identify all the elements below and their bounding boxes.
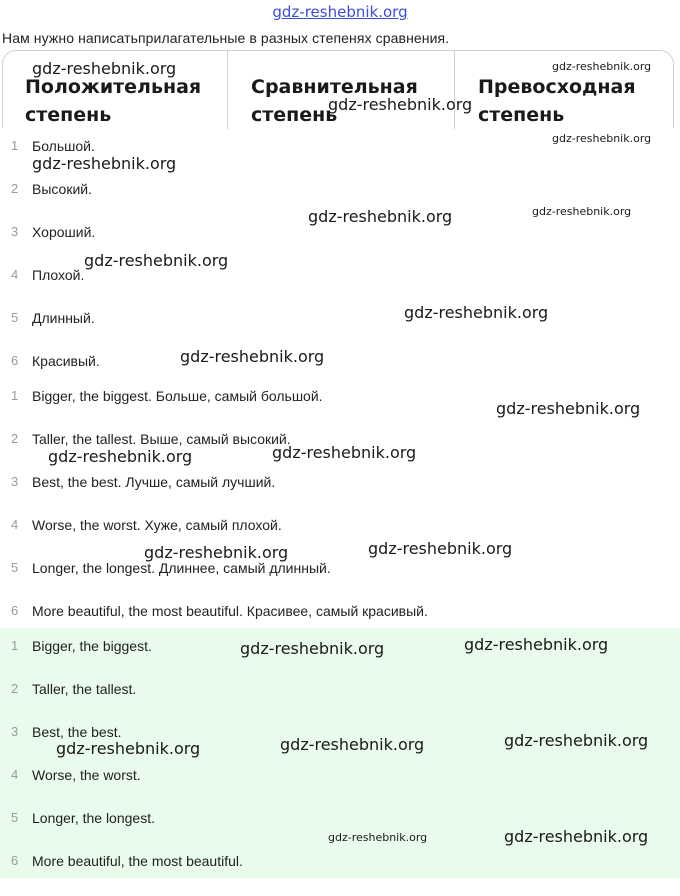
header-positive: Положительная степень [25, 76, 202, 126]
watermark: gdz-reshebnik.org [368, 539, 513, 558]
item-number: 4 [11, 517, 19, 532]
watermark: gdz-reshebnik.org [404, 303, 549, 322]
column-divider [227, 51, 228, 129]
item-text: Высокий. [32, 181, 92, 197]
watermark: gdz-reshebnik.org [32, 154, 177, 173]
item-text: Taller, the tallest. Выше, самый высокий. [32, 431, 291, 447]
item-text: Best, the best. [32, 724, 122, 740]
item-text: Красивый. [32, 353, 100, 369]
item-text: More beautiful, the most beautiful. Красивее, самый красивый. [32, 603, 428, 619]
item-text: Worse, the worst. [32, 767, 141, 783]
item-number: 1 [11, 388, 19, 403]
item-number: 1 [11, 638, 19, 653]
item-number: 5 [11, 560, 19, 575]
watermark: gdz-reshebnik.org [56, 739, 201, 758]
item-text: Bigger, the biggest. Больше, самый большой. [32, 388, 323, 404]
watermark: gdz-reshebnik.org [180, 347, 325, 366]
item-number: 2 [11, 681, 19, 696]
list-item [0, 474, 680, 517]
item-number: 6 [11, 603, 19, 618]
item-text: Плохой. [32, 267, 85, 283]
watermark: gdz-reshebnik.org [280, 735, 425, 754]
item-number: 6 [11, 353, 19, 368]
list-item [0, 310, 680, 353]
item-text: Longer, the longest. Длиннее, самый длинный. [32, 560, 331, 576]
list-item [0, 517, 680, 560]
watermark: gdz-reshebnik.org [328, 831, 428, 844]
item-text: Bigger, the biggest. [32, 638, 152, 654]
item-number: 4 [11, 767, 19, 782]
watermark: gdz-reshebnik.org [328, 95, 473, 114]
column-divider [454, 51, 455, 129]
item-number: 2 [11, 431, 19, 446]
item-text: Хороший. [32, 224, 96, 240]
watermark: gdz-reshebnik.org [240, 639, 385, 658]
header-comparative: Сравнительная степень [251, 76, 418, 126]
item-text: Best, the best. Лучше, самый лучший. [32, 474, 276, 490]
item-number: 6 [11, 853, 19, 868]
item-number: 3 [11, 474, 19, 489]
list-item [0, 267, 680, 310]
list-item [0, 681, 680, 724]
watermark: gdz-reshebnik.org [464, 635, 609, 654]
item-number: 2 [11, 181, 19, 196]
watermark: gdz-reshebnik.org [496, 399, 641, 418]
watermark: gdz-reshebnik.org [552, 132, 652, 145]
watermark: gdz-reshebnik.org [504, 731, 649, 750]
list-item [0, 560, 680, 603]
watermark: gdz-reshebnik.org [48, 447, 193, 466]
watermark: gdz-reshebnik.org [504, 827, 649, 846]
item-text: Longer, the longest. [32, 810, 155, 826]
item-number: 5 [11, 310, 19, 325]
watermark: gdz-reshebnik.org [84, 251, 229, 270]
watermark: gdz-reshebnik.org [32, 59, 177, 78]
item-number: 3 [11, 724, 19, 739]
site-header[interactable] [0, 0, 680, 24]
watermark: gdz-reshebnik.org [144, 543, 289, 562]
item-text: More beautiful, the most beautiful. [32, 853, 243, 869]
item-number: 3 [11, 224, 19, 239]
item-text: Большой. [32, 138, 95, 154]
watermark: gdz-reshebnik.org [532, 205, 632, 218]
item-number: 5 [11, 810, 19, 825]
intro-text: Нам нужно написатьприлагательные в разных степенях сравнения. [2, 30, 450, 46]
list-item [0, 767, 680, 810]
header-superlative: Превосходная степень [478, 76, 636, 126]
watermark: gdz-reshebnik.org [272, 443, 417, 462]
item-number: 1 [11, 138, 19, 153]
item-number: 4 [11, 267, 19, 282]
item-text: Длинный. [32, 310, 95, 326]
watermark: gdz-reshebnik.org [308, 207, 453, 226]
watermark: gdz-reshebnik.org [552, 60, 652, 73]
item-text: Taller, the tallest. [32, 681, 137, 697]
item-text: Worse, the worst. Хуже, самый плохой. [32, 517, 282, 533]
list-item [0, 853, 680, 896]
translated-list [0, 388, 680, 628]
site-header-link[interactable]: gdz-reshebnik.org [272, 3, 408, 21]
